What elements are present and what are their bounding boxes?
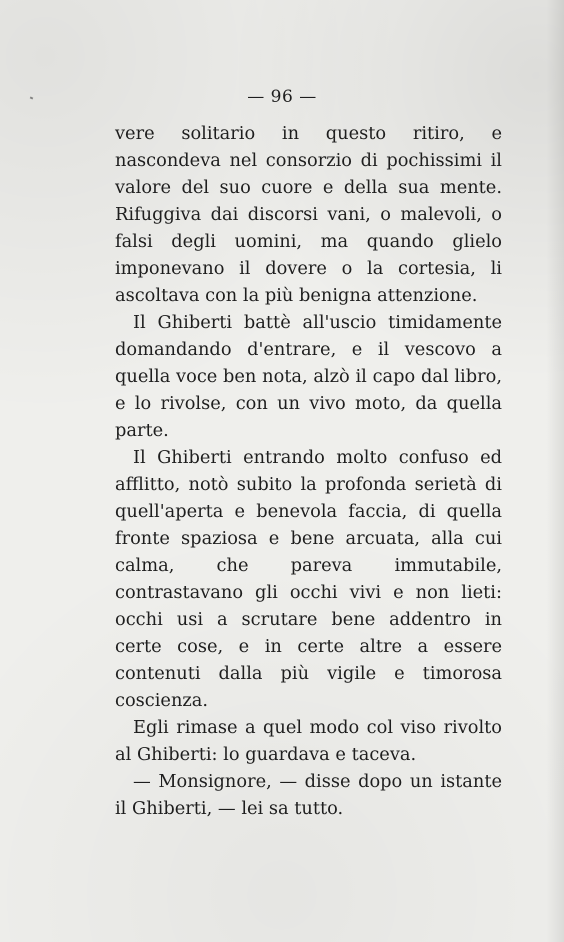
paragraph-knock: Il Ghiberti battè all'uscio timidamente domandando d'entrare, e il vescovo a quella voce ben nota, alzò il capo dal libro, e lo rivolse, con un vivo moto, da quella parte. [115, 312, 502, 441]
paragraph-continuation: vere solitario in questo ritiro, e nascondeva nel consorzio di pochissimi il valore del suo cuore e della sua mente. Rifuggiva dai discorsi vani, o malevoli, o falsi degli uomini, ma quando glielo imponevano il dovere o la cortesia, li ascoltava con la più benigna attenzione. [115, 123, 502, 306]
paragraph-description: Il Ghiberti entrando molto confuso ed afflitto, notò subito la profonda serietà di quell'aperta e benevola faccia, di quella fronte spaziosa e bene arcuata, alla cui calma, che pareva immutabile, contrastavano gli occhi vivi e non lieti: occhi usi a scrutare bene addentro in certe cose, e in certe altre a essere contenuti dalla più vigile e timorosa coscienza. [115, 447, 502, 711]
page-number: — 96 — [247, 87, 317, 107]
body-text [115, 120, 502, 822]
paragraph-silence: Egli rimase a quel modo col viso rivolto al Ghiberti: lo guardava e taceva. [115, 717, 502, 765]
page-edge-shadow [546, 0, 564, 942]
paragraph-dialogue: — Monsignore, — disse dopo un istante il Ghiberti, — lei sa tutto. [115, 771, 502, 819]
